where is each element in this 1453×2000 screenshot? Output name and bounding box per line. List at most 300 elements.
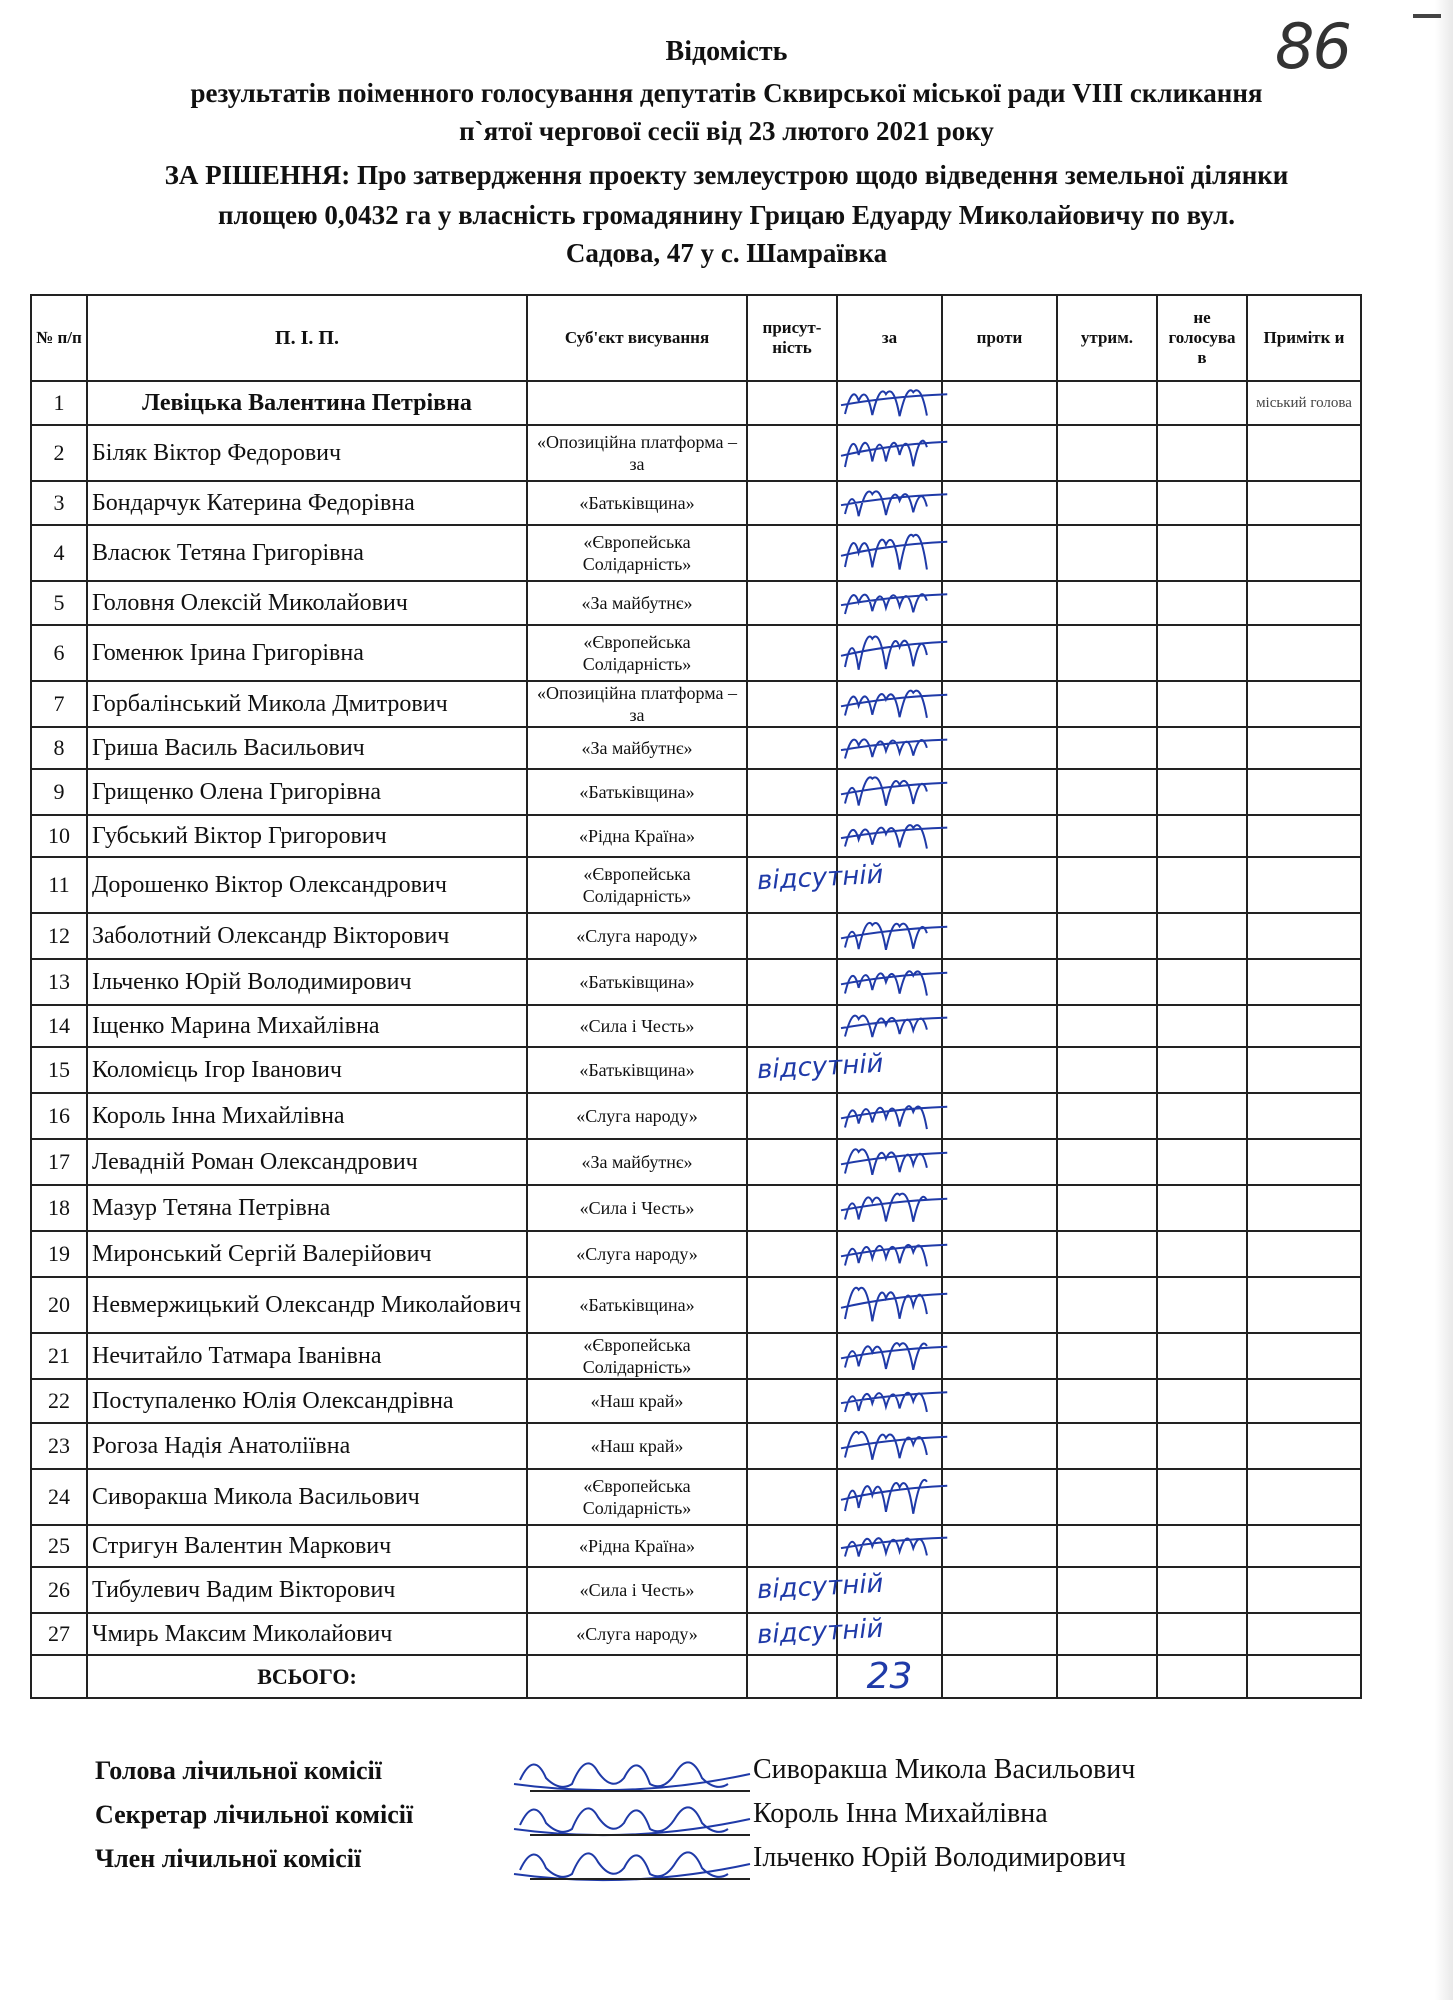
- col-header-note: Примітк и: [1247, 295, 1361, 381]
- document-subtitle: результатів поіменного голосування депутатів Сквирської міської ради VIII скликання: [190, 78, 1263, 108]
- vote-abstain-cell: [1057, 857, 1157, 913]
- note-cell: [1247, 815, 1361, 857]
- party-name: «Сила і Честь»: [527, 1185, 747, 1231]
- row-number: 14: [31, 1005, 87, 1047]
- deputy-name: Невмержицький Олександр Миколайович: [87, 1277, 527, 1333]
- table-row: [31, 1613, 1361, 1655]
- row-number: 22: [31, 1379, 87, 1423]
- vote-for-cell: [837, 1231, 942, 1277]
- row-number: 17: [31, 1139, 87, 1185]
- note-cell: міський голова: [1247, 381, 1361, 425]
- total-for-value: 23: [837, 1655, 942, 1698]
- table-row: [31, 381, 1361, 425]
- presence-cell: [747, 1231, 837, 1277]
- presence-cell: [747, 1469, 837, 1525]
- table-row: [31, 1525, 1361, 1567]
- vote-for-cell: [837, 1423, 942, 1469]
- not-voted-cell: [1157, 1567, 1247, 1613]
- vote-abstain-cell: [1057, 1139, 1157, 1185]
- vote-abstain-cell: [1057, 1005, 1157, 1047]
- vote-for-cell: [837, 1139, 942, 1185]
- vote-abstain-cell: [1057, 1469, 1157, 1525]
- not-voted-cell: [1157, 581, 1247, 625]
- not-voted-cell: [1157, 1005, 1247, 1047]
- vote-for-cell: [837, 1185, 942, 1231]
- not-voted-cell: [1157, 1469, 1247, 1525]
- vote-for-cell: [837, 769, 942, 815]
- not-voted-cell: [1157, 959, 1247, 1005]
- vote-against-cell: [942, 913, 1057, 959]
- party-name: «Європейська Солідарність»: [527, 857, 747, 913]
- table-row: [31, 1379, 1361, 1423]
- vote-against-cell: [942, 1047, 1057, 1093]
- vote-for-cell: [837, 727, 942, 769]
- note-cell: [1247, 1469, 1361, 1525]
- party-name: «Рідна Країна»: [527, 1525, 747, 1567]
- table-row: [31, 1567, 1361, 1613]
- table-row: [31, 1277, 1361, 1333]
- vote-against-cell: [942, 625, 1057, 681]
- party-name: «Європейська Солідарність»: [527, 1333, 747, 1379]
- vote-against-cell: [942, 1277, 1057, 1333]
- note-cell: [1247, 1047, 1361, 1093]
- vote-for-cell: [837, 1277, 942, 1333]
- row-number: 2: [31, 425, 87, 481]
- vote-for-cell: [837, 425, 942, 481]
- col-header-not-voted: не голосува в: [1157, 295, 1247, 381]
- table-row: [31, 525, 1361, 581]
- party-name: «Батьківщина»: [527, 1277, 747, 1333]
- party-name: «За майбутнє»: [527, 581, 747, 625]
- presence-cell: [747, 1093, 837, 1139]
- document-title: Відомість: [665, 36, 788, 67]
- not-voted-cell: [1157, 857, 1247, 913]
- commission-signature-member: [514, 1852, 750, 1880]
- row-number: 18: [31, 1185, 87, 1231]
- vote-abstain-cell: [1057, 581, 1157, 625]
- vote-against-cell: [942, 857, 1057, 913]
- party-name: «Європейська Солідарність»: [527, 625, 747, 681]
- total-row: [31, 1655, 1361, 1698]
- deputy-name: Горбалінський Микола Дмитрович: [87, 681, 527, 727]
- presence-cell: [747, 1005, 837, 1047]
- row-number: 16: [31, 1093, 87, 1139]
- deputy-name: Гриша Василь Васильович: [87, 727, 527, 769]
- vote-for-cell: [837, 815, 942, 857]
- table-row: [31, 1047, 1361, 1093]
- note-cell: [1247, 1277, 1361, 1333]
- not-voted-cell: [1157, 1333, 1247, 1379]
- presence-cell: [747, 1379, 837, 1423]
- table-row: [31, 625, 1361, 681]
- deputy-name: Король Інна Михайлівна: [87, 1093, 527, 1139]
- table-row: [31, 481, 1361, 525]
- absent-handwritten-note: відсутній: [756, 1613, 885, 1651]
- decision-line-3: Садова, 47 у с. Шамраївка: [565, 238, 888, 268]
- signature-line-chair: [530, 1790, 750, 1792]
- note-cell: [1247, 1525, 1361, 1567]
- vote-abstain-cell: [1057, 425, 1157, 481]
- vote-abstain-cell: [1057, 625, 1157, 681]
- vote-against-cell: [942, 681, 1057, 727]
- absent-handwritten-note: відсутній: [756, 859, 885, 896]
- deputy-name: Грищенко Олена Григорівна: [87, 769, 527, 815]
- vote-against-cell: [942, 1231, 1057, 1277]
- not-voted-cell: [1157, 1047, 1247, 1093]
- party-name: «Опозиційна платформа – за: [527, 681, 747, 727]
- not-voted-cell: [1157, 727, 1247, 769]
- note-cell: [1247, 1093, 1361, 1139]
- deputy-name: Дорошенко Віктор Олександрович: [87, 857, 527, 913]
- row-number: 11: [31, 857, 87, 913]
- row-number: 24: [31, 1469, 87, 1525]
- vote-for-cell: [837, 525, 942, 581]
- row-number: 3: [31, 481, 87, 525]
- note-cell: [1247, 681, 1361, 727]
- deputy-name: Рогоза Надія Анатоліївна: [87, 1423, 527, 1469]
- commission-name-chair: Сиворакша Микола Васильович: [753, 1754, 1136, 1785]
- vote-against-cell: [942, 1525, 1057, 1567]
- voting-table: [30, 294, 1362, 1699]
- note-cell: [1247, 1005, 1361, 1047]
- note-cell: [1247, 1231, 1361, 1277]
- not-voted-cell: [1157, 1423, 1247, 1469]
- deputy-name: Тибулевич Вадим Вікторович: [87, 1567, 527, 1613]
- table-row: [31, 1185, 1361, 1231]
- vote-for-cell: [837, 1379, 942, 1423]
- not-voted-cell: [1157, 913, 1247, 959]
- table-row: [31, 1139, 1361, 1185]
- decision-line-2: площею 0,0432 га у власність громадянину Грицаю Едуарду Миколайовичу по вул.: [217, 200, 1236, 230]
- vote-against-cell: [942, 425, 1057, 481]
- vote-abstain-cell: [1057, 727, 1157, 769]
- party-name: «Наш край»: [527, 1423, 747, 1469]
- note-cell: [1247, 769, 1361, 815]
- vote-against-cell: [942, 1185, 1057, 1231]
- presence-cell: [747, 913, 837, 959]
- note-cell: [1247, 727, 1361, 769]
- party-name: «За майбутнє»: [527, 727, 747, 769]
- row-number: 13: [31, 959, 87, 1005]
- vote-for-cell: [837, 1525, 942, 1567]
- deputy-name: Гоменюк Ірина Григорівна: [87, 625, 527, 681]
- vote-against-cell: [942, 1139, 1057, 1185]
- vote-against-cell: [942, 525, 1057, 581]
- vote-for-cell: [837, 1469, 942, 1525]
- table-row: [31, 425, 1361, 481]
- deputy-name: Нечитайло Татмара Іванівна: [87, 1333, 527, 1379]
- col-header-name: П. І. П.: [87, 295, 527, 381]
- vote-against-cell: [942, 1423, 1057, 1469]
- note-cell: [1247, 581, 1361, 625]
- deputy-name: Бондарчук Катерина Федорівна: [87, 481, 527, 525]
- deputy-name: Біляк Віктор Федорович: [87, 425, 527, 481]
- deputy-name: Чмирь Максим Миколайович: [87, 1613, 527, 1655]
- not-voted-cell: [1157, 481, 1247, 525]
- deputy-name: Ільченко Юрій Володимирович: [87, 959, 527, 1005]
- vote-abstain-cell: [1057, 815, 1157, 857]
- presence-cell: [747, 425, 837, 481]
- note-cell: [1247, 1139, 1361, 1185]
- deputy-name: Левіцька Валентина Петрівна: [87, 381, 527, 425]
- vote-for-cell: [837, 581, 942, 625]
- party-name: «Слуга народу»: [527, 1613, 747, 1655]
- vote-against-cell: [942, 481, 1057, 525]
- row-number: 21: [31, 1333, 87, 1379]
- table-row: [31, 1469, 1361, 1525]
- presence-cell: [747, 815, 837, 857]
- vote-against-cell: [942, 815, 1057, 857]
- vote-abstain-cell: [1057, 959, 1157, 1005]
- vote-against-cell: [942, 1613, 1057, 1655]
- total-label: ВСЬОГО:: [87, 1655, 527, 1698]
- note-cell: [1247, 481, 1361, 525]
- note-cell: [1247, 857, 1361, 913]
- deputy-name: Коломієць Ігор Іванович: [87, 1047, 527, 1093]
- vote-for-cell: [837, 1333, 942, 1379]
- table-row: [31, 681, 1361, 727]
- deputy-name: Головня Олексій Миколайович: [87, 581, 527, 625]
- not-voted-cell: [1157, 815, 1247, 857]
- table-row: [31, 959, 1361, 1005]
- party-name: «Наш край»: [527, 1379, 747, 1423]
- presence-cell: [747, 481, 837, 525]
- presence-cell: [747, 1277, 837, 1333]
- row-number: 1: [31, 381, 87, 425]
- party-name: «Батьківщина»: [527, 769, 747, 815]
- table-row: [31, 913, 1361, 959]
- note-cell: [1247, 1185, 1361, 1231]
- handwritten-page-number: 86: [1275, 10, 1350, 83]
- deputy-name: Мазур Тетяна Петрівна: [87, 1185, 527, 1231]
- vote-for-cell: [837, 1005, 942, 1047]
- vote-against-cell: [942, 1005, 1057, 1047]
- note-cell: [1247, 425, 1361, 481]
- row-number: 10: [31, 815, 87, 857]
- vote-against-cell: [942, 1567, 1057, 1613]
- presence-cell: [747, 681, 837, 727]
- table-row: [31, 1333, 1361, 1379]
- vote-for-cell: [837, 681, 942, 727]
- col-header-for: за: [837, 295, 942, 381]
- presence-cell: [747, 1333, 837, 1379]
- table-row: [31, 1423, 1361, 1469]
- commission-signature-chair: [514, 1762, 750, 1790]
- col-header-abstain: утрим.: [1057, 295, 1157, 381]
- row-number: 23: [31, 1423, 87, 1469]
- party-name: «За майбутнє»: [527, 1139, 747, 1185]
- vote-abstain-cell: [1057, 1423, 1157, 1469]
- col-header-num: № п/п: [31, 295, 87, 381]
- vote-against-cell: [942, 381, 1057, 425]
- note-cell: [1247, 1379, 1361, 1423]
- presence-cell: [747, 581, 837, 625]
- not-voted-cell: [1157, 625, 1247, 681]
- vote-abstain-cell: [1057, 1231, 1157, 1277]
- voting-table-body: [31, 381, 1361, 1655]
- row-number: 8: [31, 727, 87, 769]
- row-number: 7: [31, 681, 87, 727]
- party-name: «Європейська Солідарність»: [527, 525, 747, 581]
- vote-abstain-cell: [1057, 1185, 1157, 1231]
- not-voted-cell: [1157, 425, 1247, 481]
- row-number: 26: [31, 1567, 87, 1613]
- not-voted-cell: [1157, 1231, 1247, 1277]
- note-cell: [1247, 525, 1361, 581]
- not-voted-cell: [1157, 1613, 1247, 1655]
- deputy-name: Губський Віктор Григорович: [87, 815, 527, 857]
- table-row: [31, 727, 1361, 769]
- presence-cell: [747, 959, 837, 1005]
- table-row: [31, 769, 1361, 815]
- party-name: «Батьківщина»: [527, 1047, 747, 1093]
- note-cell: [1247, 1567, 1361, 1613]
- note-cell: [1247, 625, 1361, 681]
- vote-for-cell: [837, 913, 942, 959]
- table-header-row: [31, 295, 1361, 381]
- vote-abstain-cell: [1057, 913, 1157, 959]
- session-line: п`ятої чергової сесії від 23 лютого 2021 року: [459, 116, 994, 146]
- vote-for-cell: [837, 381, 942, 425]
- note-cell: [1247, 959, 1361, 1005]
- row-number: 5: [31, 581, 87, 625]
- party-name: «Опозиційна платформа – за: [527, 425, 747, 481]
- presence-cell: [747, 525, 837, 581]
- not-voted-cell: [1157, 1139, 1247, 1185]
- note-cell: [1247, 1333, 1361, 1379]
- presence-cell: [747, 1423, 837, 1469]
- party-name: «Батьківщина»: [527, 959, 747, 1005]
- party-name: «Слуга народу»: [527, 913, 747, 959]
- not-voted-cell: [1157, 381, 1247, 425]
- note-cell: [1247, 1613, 1361, 1655]
- row-number: 19: [31, 1231, 87, 1277]
- presence-cell: [747, 1525, 837, 1567]
- not-voted-cell: [1157, 1525, 1247, 1567]
- deputy-name: Миронський Сергій Валерійович: [87, 1231, 527, 1277]
- table-row: [31, 1231, 1361, 1277]
- deputy-name: Стригун Валентин Маркович: [87, 1525, 527, 1567]
- commission-role-member: Член лічильної комісії: [95, 1844, 362, 1873]
- vote-for-cell: [837, 625, 942, 681]
- row-number: 27: [31, 1613, 87, 1655]
- table-row: [31, 857, 1361, 913]
- vote-against-cell: [942, 727, 1057, 769]
- deputy-name: Левадній Роман Олександрович: [87, 1139, 527, 1185]
- deputy-name: Іщенко Марина Михайлівна: [87, 1005, 527, 1047]
- vote-against-cell: [942, 1093, 1057, 1139]
- table-row: [31, 815, 1361, 857]
- vote-abstain-cell: [1057, 1613, 1157, 1655]
- vote-abstain-cell: [1057, 769, 1157, 815]
- row-number: 15: [31, 1047, 87, 1093]
- party-name: «Батьківщина»: [527, 481, 747, 525]
- presence-cell: [747, 1185, 837, 1231]
- party-name: «Сила і Честь»: [527, 1567, 747, 1613]
- vote-abstain-cell: [1057, 381, 1157, 425]
- not-voted-cell: [1157, 1093, 1247, 1139]
- vote-abstain-cell: [1057, 1047, 1157, 1093]
- vote-against-cell: [942, 1379, 1057, 1423]
- row-number: 6: [31, 625, 87, 681]
- vote-for-cell: [837, 481, 942, 525]
- table-row: [31, 1005, 1361, 1047]
- table-row: [31, 581, 1361, 625]
- vote-abstain-cell: [1057, 1093, 1157, 1139]
- vote-abstain-cell: [1057, 525, 1157, 581]
- vote-abstain-cell: [1057, 481, 1157, 525]
- presence-cell: [747, 625, 837, 681]
- vote-against-cell: [942, 769, 1057, 815]
- not-voted-cell: [1157, 1379, 1247, 1423]
- vote-abstain-cell: [1057, 1525, 1157, 1567]
- deputy-name: Власюк Тетяна Григорівна: [87, 525, 527, 581]
- signature-line-secretary: [530, 1834, 750, 1836]
- deputy-name: Заболотний Олександр Вікторович: [87, 913, 527, 959]
- vote-against-cell: [942, 1469, 1057, 1525]
- col-header-present: присут-ність: [747, 295, 837, 381]
- presence-cell: [747, 381, 837, 425]
- not-voted-cell: [1157, 769, 1247, 815]
- not-voted-cell: [1157, 1185, 1247, 1231]
- commission-role-secretary: Секретар лічильної комісії: [95, 1800, 414, 1829]
- vote-for-cell: [837, 1093, 942, 1139]
- party-name: «Сила і Честь»: [527, 1005, 747, 1047]
- vote-against-cell: [942, 581, 1057, 625]
- not-voted-cell: [1157, 681, 1247, 727]
- presence-cell: [747, 769, 837, 815]
- deputy-name: Сиворакша Микола Васильович: [87, 1469, 527, 1525]
- deputy-name: Поступаленко Юлія Олександрівна: [87, 1379, 527, 1423]
- absent-handwritten-note: відсутній: [756, 1048, 885, 1085]
- col-header-against: проти: [942, 295, 1057, 381]
- signature-line-member: [530, 1878, 750, 1880]
- vote-abstain-cell: [1057, 1277, 1157, 1333]
- not-voted-cell: [1157, 1277, 1247, 1333]
- presence-cell: [747, 1139, 837, 1185]
- vote-against-cell: [942, 1333, 1057, 1379]
- decision-line-1: ЗА РІШЕННЯ: Про затвердження проекту землеустрою щодо відведення земельної ділянки: [164, 160, 1289, 190]
- vote-against-cell: [942, 959, 1057, 1005]
- vote-for-cell: [837, 959, 942, 1005]
- party-name: [527, 381, 747, 425]
- commission-role-chair: Голова лічильної комісії: [95, 1756, 382, 1785]
- row-number: 9: [31, 769, 87, 815]
- commission-name-secretary: Король Інна Михайлівна: [753, 1798, 1048, 1829]
- vote-abstain-cell: [1057, 1379, 1157, 1423]
- party-name: «Рідна Країна»: [527, 815, 747, 857]
- row-number: 12: [31, 913, 87, 959]
- commission-name-member: Ільченко Юрій Володимирович: [753, 1842, 1126, 1873]
- party-name: «Слуга народу»: [527, 1231, 747, 1277]
- vote-abstain-cell: [1057, 681, 1157, 727]
- party-name: «Слуга народу»: [527, 1093, 747, 1139]
- page-edge-shadow: [1435, 0, 1453, 2000]
- row-number: 25: [31, 1525, 87, 1567]
- note-cell: [1247, 913, 1361, 959]
- table-row: [31, 1093, 1361, 1139]
- vote-abstain-cell: [1057, 1333, 1157, 1379]
- presence-cell: [747, 727, 837, 769]
- not-voted-cell: [1157, 525, 1247, 581]
- commission-signature-secretary: [514, 1807, 750, 1835]
- vote-abstain-cell: [1057, 1567, 1157, 1613]
- row-number: 20: [31, 1277, 87, 1333]
- note-cell: [1247, 1423, 1361, 1469]
- col-header-party: Суб'єкт висування: [527, 295, 747, 381]
- party-name: «Європейська Солідарність»: [527, 1469, 747, 1525]
- absent-handwritten-note: відсутній: [756, 1568, 885, 1605]
